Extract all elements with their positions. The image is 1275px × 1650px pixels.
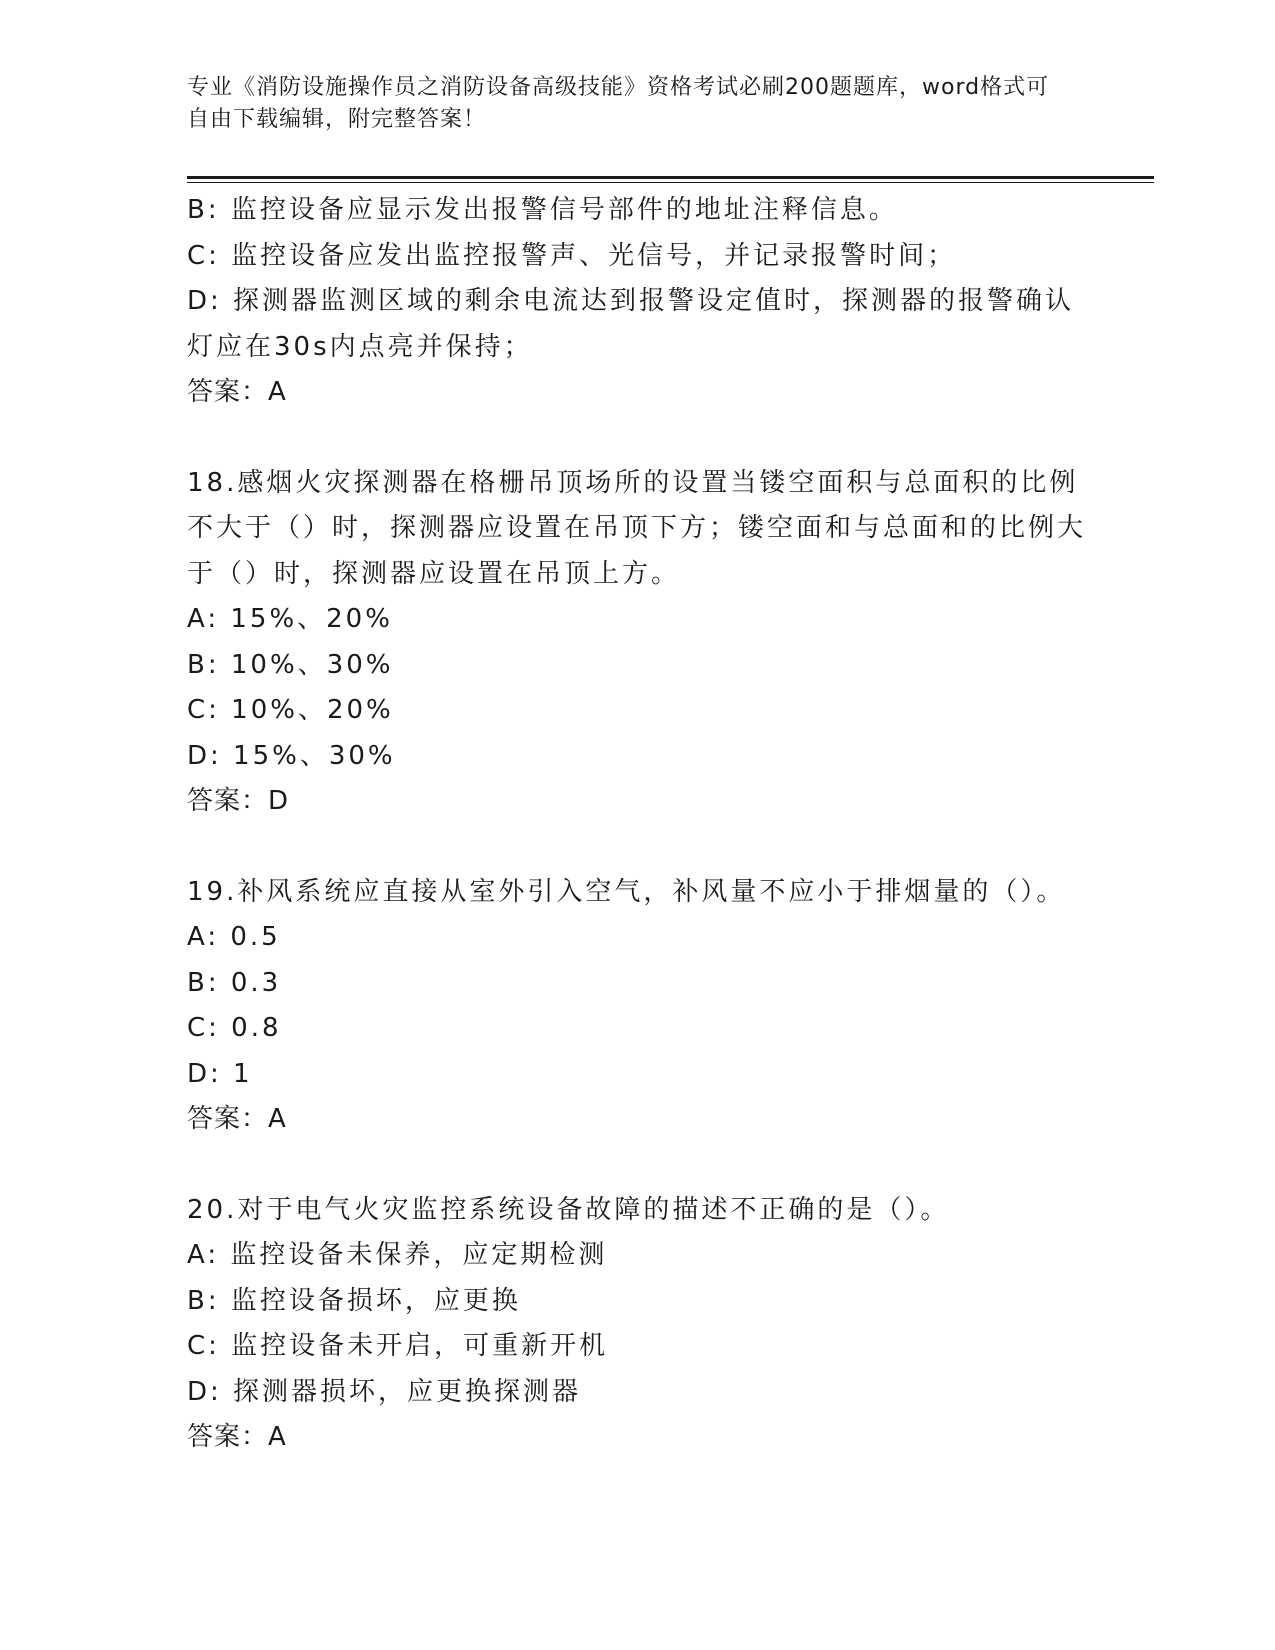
- option-c: C: 0.8: [187, 1013, 282, 1043]
- option-a: A: 15%、20%: [187, 604, 393, 634]
- option-b: B: 监控设备应显示发出报警信号部件的地址注释信息。: [187, 195, 898, 225]
- question-stem: 18.感烟火灾探测器在格栅吊顶场所的设置当镂空面积与总面积的比例不大于（）时，探测器应设置在吊顶下方；镂空面和与总面和的比例大于（）时，探测器应设置在吊顶上方。: [187, 467, 1087, 589]
- question-20: [187, 1188, 1087, 1461]
- header-rule-thick: [187, 176, 1154, 179]
- question-stem: 19.补风系统应直接从室外引入空气，补风量不应小于排烟量的（）。: [187, 876, 1066, 907]
- answer-label: 答案：A: [187, 1422, 287, 1452]
- option-c: C: 10%、20%: [187, 695, 394, 725]
- header-rule-thin: [187, 182, 1154, 183]
- question-stem: 20.对于电气火灾监控系统设备故障的描述不正确的是（）。: [187, 1194, 950, 1225]
- question-17-continued: [187, 188, 1087, 416]
- option-d: D: 探测器损坏，应更换探测器: [187, 1376, 582, 1407]
- question-18: [187, 461, 1087, 825]
- question-content: [187, 188, 1087, 1506]
- question-19: [187, 870, 1087, 1143]
- document-header: 专业《消防设施操作员之消防设备高级技能》资格考试必刷200题题库，word格式可自由下载编辑，附完整答案！: [187, 75, 1050, 132]
- answer-label: 答案：A: [187, 377, 287, 407]
- option-b: B: 0.3: [187, 967, 282, 998]
- option-b: B: 监控设备损坏，应更换: [187, 1285, 521, 1316]
- answer-label: 答案：D: [187, 786, 290, 816]
- option-b: B: 10%、30%: [187, 649, 394, 680]
- option-d: D: 探测器监测区域的剩余电流达到报警设定值时，探测器的报警确认灯应在30s内点亮并保持；: [187, 286, 1075, 362]
- option-d: D: 15%、30%: [187, 740, 396, 771]
- option-a: A: 0.5: [187, 922, 281, 952]
- option-c: C: 监控设备未开启，可重新开机: [187, 1331, 609, 1361]
- option-a: A: 监控设备未保养，应定期检测: [187, 1240, 608, 1270]
- answer-label: 答案：A: [187, 1104, 287, 1134]
- option-c: C: 监控设备应发出监控报警声、光信号，并记录报警时间；: [187, 240, 957, 271]
- option-d: D: 1: [187, 1058, 253, 1089]
